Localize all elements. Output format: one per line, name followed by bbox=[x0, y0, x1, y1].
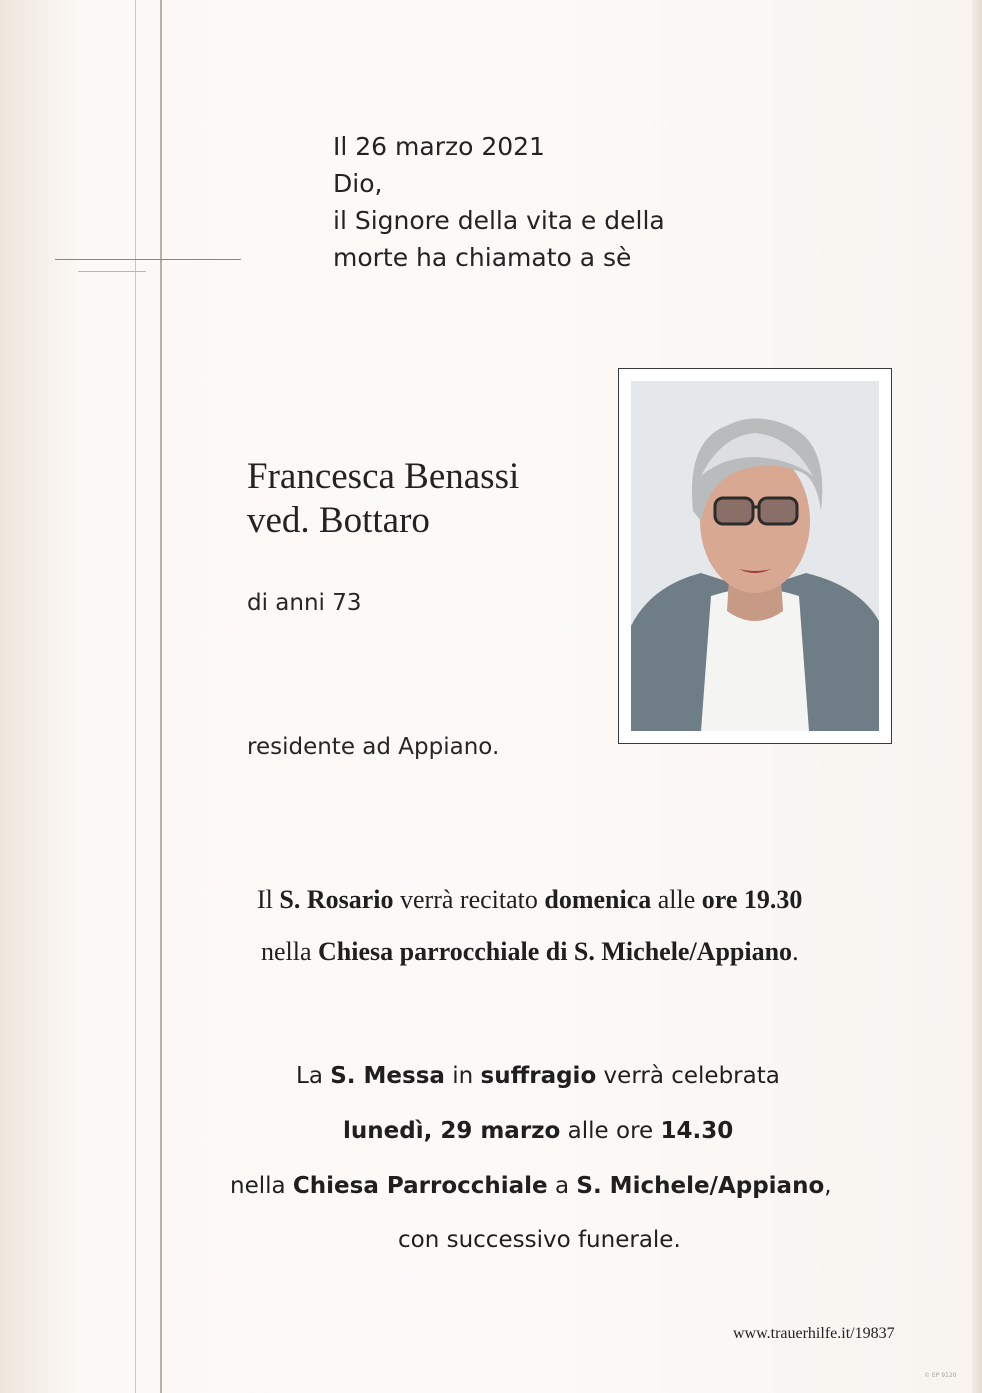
text-fragment: , bbox=[824, 1173, 832, 1199]
website-link[interactable]: www.trauerhilfe.it/19837 bbox=[733, 1325, 895, 1342]
event-place: S. Michele/Appiano bbox=[576, 1173, 825, 1199]
mass-line: con successivo funerale. bbox=[398, 1227, 681, 1253]
event-purpose: suffragio bbox=[480, 1063, 597, 1089]
deceased-age: di anni 73 bbox=[247, 590, 362, 616]
rosario-line bbox=[257, 874, 802, 926]
intro-line: il Signore della vita e della bbox=[333, 206, 665, 235]
event-date: lunedì, 29 marzo bbox=[343, 1118, 561, 1144]
rosario-line bbox=[261, 926, 799, 978]
text-fragment: verrà celebrata bbox=[596, 1063, 780, 1089]
text-fragment: alle bbox=[651, 885, 702, 914]
text-fragment: nella bbox=[261, 937, 319, 966]
intro-line: morte ha chiamato a sè bbox=[333, 243, 632, 272]
text-fragment: in bbox=[444, 1063, 481, 1089]
event-time: ore 19.30 bbox=[701, 885, 803, 914]
mass-line bbox=[296, 1063, 780, 1089]
deceased-name-line: Francesca Benassi bbox=[247, 456, 520, 497]
event-name: S. Messa bbox=[330, 1063, 445, 1089]
cross-horizontal-line-thin bbox=[78, 271, 146, 272]
event-day: domenica bbox=[544, 885, 652, 914]
cross-vertical-line-thin bbox=[135, 0, 136, 1393]
text-fragment: a bbox=[547, 1173, 577, 1199]
mass-line bbox=[230, 1173, 832, 1199]
text-fragment: verrà recitato bbox=[393, 885, 545, 914]
portrait-illustration bbox=[631, 381, 879, 731]
text-fragment: alle ore bbox=[560, 1118, 661, 1144]
cross-horizontal-line bbox=[55, 259, 241, 260]
deceased-name-line: ved. Bottaro bbox=[247, 500, 430, 541]
text-fragment: . bbox=[792, 937, 799, 966]
deceased-name bbox=[247, 455, 519, 543]
cross-vertical-line bbox=[160, 0, 162, 1393]
intro-line: Dio, bbox=[333, 169, 383, 198]
death-date: Il 26 marzo 2021 bbox=[333, 132, 545, 161]
portrait-photo bbox=[631, 381, 879, 731]
deceased-residence: residente ad Appiano. bbox=[247, 734, 500, 760]
text-fragment: nella bbox=[230, 1173, 293, 1199]
text-fragment: Il bbox=[257, 885, 280, 914]
event-time: 14.30 bbox=[660, 1118, 734, 1144]
paper-edge bbox=[972, 0, 982, 1393]
print-code: © EP 9120 bbox=[924, 1372, 957, 1379]
text-fragment: La bbox=[296, 1063, 331, 1089]
portrait-frame bbox=[618, 368, 892, 744]
announcement-intro bbox=[333, 128, 665, 276]
event-location: Chiesa parrocchiale di S. Michele/Appiano bbox=[318, 937, 793, 966]
event-location: Chiesa Parrocchiale bbox=[292, 1173, 548, 1199]
mass-line bbox=[343, 1118, 733, 1144]
event-name: S. Rosario bbox=[279, 885, 394, 914]
